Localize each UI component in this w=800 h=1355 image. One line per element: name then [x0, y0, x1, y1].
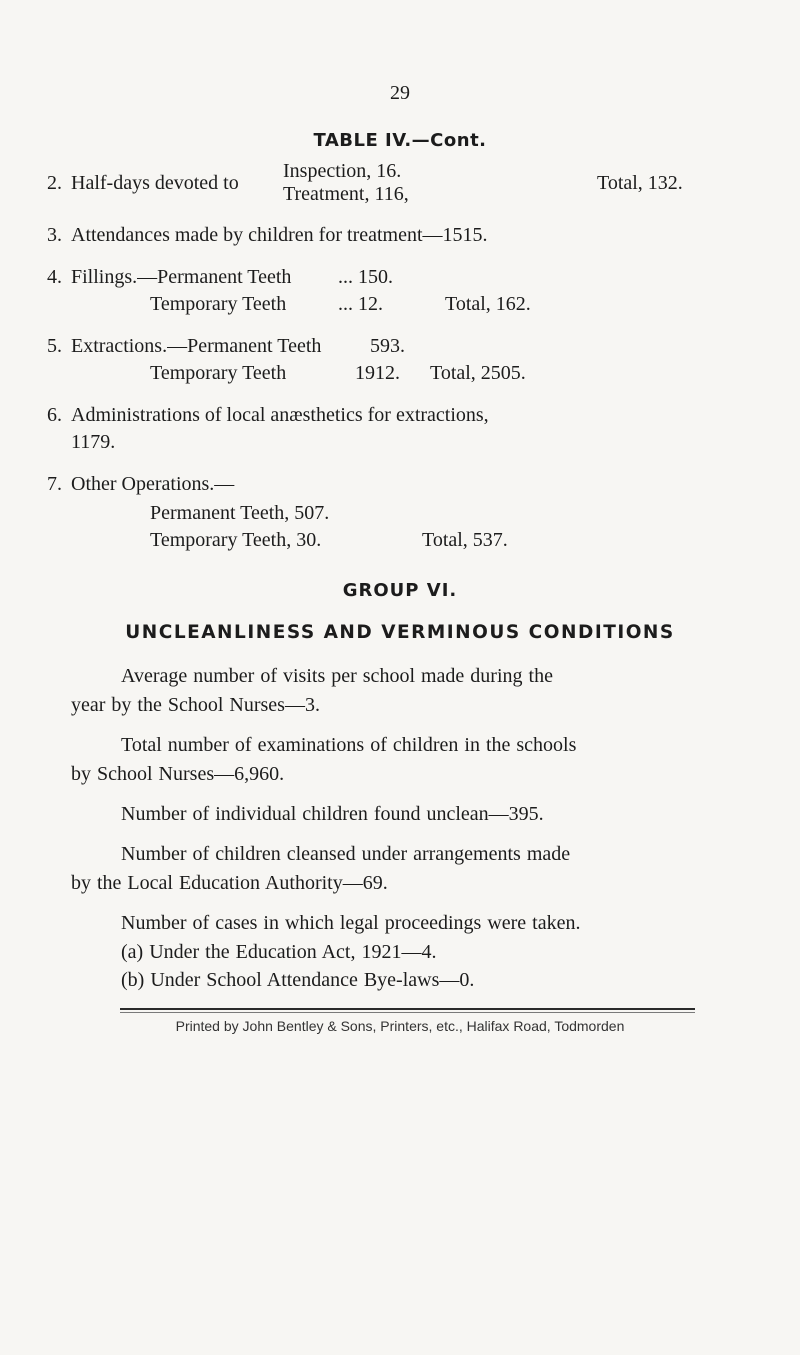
item-4-line1: Fillings.—Permanent Teeth	[71, 266, 292, 288]
footer-rule	[120, 1008, 695, 1010]
page-number: 29	[390, 82, 410, 104]
item-4-number: 4.	[47, 266, 62, 288]
item-3-number: 3.	[47, 224, 62, 246]
item-5-line2: Temporary Teeth	[150, 362, 287, 384]
paragraph-2-line-1: Total number of examinations of children in the schools	[121, 734, 577, 756]
paragraph-2-line-2: by School Nurses—6,960.	[71, 763, 285, 785]
item-4-total: Total, 162.	[445, 293, 531, 315]
item-4-line2-value: ... 12.	[338, 293, 383, 315]
item-5-line2-value: 1912.	[355, 362, 400, 384]
item-5-line1: Extractions.—Permanent Teeth	[71, 335, 322, 357]
item-2-treatment: Treatment, 116,	[283, 183, 409, 205]
footer-rule-thin	[120, 1012, 695, 1013]
item-6-line2: 1179.	[71, 431, 116, 453]
item-6-number: 6.	[47, 404, 62, 426]
paragraph-4-line-1: Number of children cleansed under arrangements made	[121, 843, 571, 865]
item-7-line2: Permanent Teeth, 507.	[150, 502, 330, 524]
paragraph-1-line-1: Average number of visits per school made during the	[121, 665, 553, 687]
item-5-number: 5.	[47, 335, 62, 357]
item-3-text: Attendances made by children for treatment—1515.	[71, 224, 488, 246]
item-7-line1: Other Operations.—	[71, 473, 235, 495]
item-2-inspection: Inspection, 16.	[283, 160, 402, 182]
paragraph-4-line-2: by the Local Education Authority—69.	[71, 872, 388, 894]
item-5-line1-value: 593.	[370, 335, 405, 357]
paragraph-5-item-b: (b) Under School Attendance Bye-laws—0.	[121, 969, 475, 991]
item-2-label: Half-days devoted to	[71, 172, 239, 194]
item-6-line1: Administrations of local anæsthetics for extractions,	[71, 404, 489, 426]
item-7-line3: Temporary Teeth, 30.	[150, 529, 322, 551]
paragraph-3-line-1: Number of individual children found unclean—395.	[121, 803, 544, 825]
paragraph-1-line-2: year by the School Nurses—3.	[71, 694, 320, 716]
item-7-total: Total, 537.	[422, 529, 508, 551]
section-heading: UNCLEANLINESS AND VERMINOUS CONDITIONS	[125, 622, 675, 643]
item-7-number: 7.	[47, 473, 62, 495]
table-heading: TABLE IV.—Cont.	[313, 130, 487, 151]
item-2-total: Total, 132.	[597, 172, 683, 194]
group-heading: GROUP VI.	[342, 580, 458, 601]
paragraph-5-line-1: Number of cases in which legal proceedings were taken.	[121, 912, 581, 934]
item-5-total: Total, 2505.	[430, 362, 526, 384]
printer-imprint: Printed by John Bentley & Sons, Printers, etc., Halifax Road, Todmorden	[175, 1018, 625, 1034]
item-2-number: 2.	[47, 172, 62, 194]
item-4-line2: Temporary Teeth	[150, 293, 287, 315]
paragraph-5-item-a: (a) Under the Education Act, 1921—4.	[121, 941, 437, 963]
item-4-line1-value: ... 150.	[338, 266, 393, 288]
